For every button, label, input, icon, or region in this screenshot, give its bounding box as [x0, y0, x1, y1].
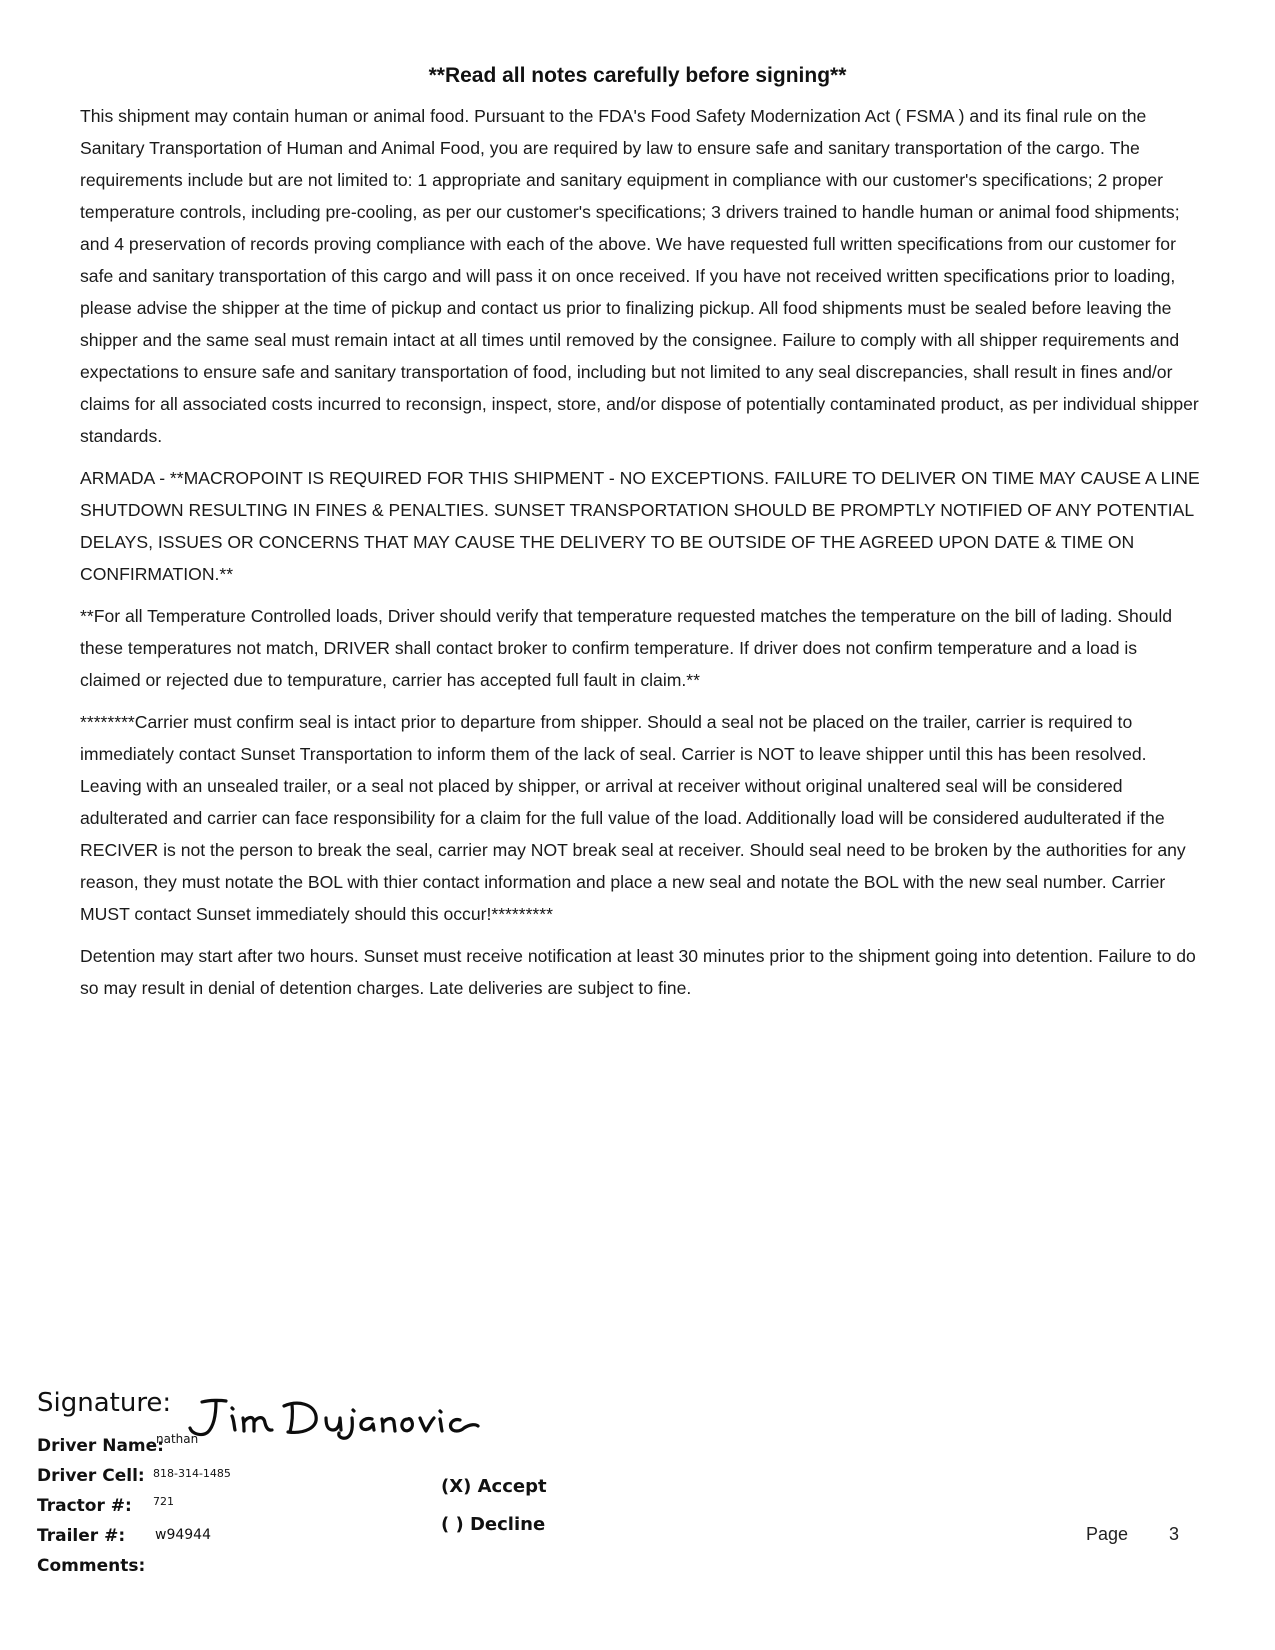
driver-name-value: nathan: [156, 1432, 199, 1446]
temperature-paragraph: **For all Temperature Controlled loads, Driver should verify that temperature requested matches the temperature on the bill of lading. Should these temperatures not match, DRIVER shall contact broker to confirm temperature. If driver does not confirm temperature and a load is claimed or rejected due to tempurature, carrier has accepted full fault in claim.**: [80, 606, 1173, 690]
accept-option: (X) Accept: [441, 1476, 547, 1497]
notes-title: **Read all notes carefully before signing**: [428, 64, 847, 87]
tractor-value: 721: [153, 1495, 174, 1508]
handwritten-signature: [180, 1388, 480, 1440]
driver-cell-value: 818-314-1485: [153, 1467, 231, 1480]
trailer-label: Trailer #:: [37, 1526, 126, 1546]
seal-paragraph: ********Carrier must confirm seal is intact prior to departure from shipper. Should a seal not be placed on the trailer, carrier is required to immediately contact Sunset Transportation to inform them of the lack of seal. Carrier is NOT to leave shipper until this has been resolved. Leaving with an unsealed trailer, or a seal not placed by shipper, or arrival at receiver without original unaltered seal will be considered adulterated and carrier can face responsibility for a claim for the full value of the load. Additionally load will be considered audulterated if the RECIVER is not the person to break the seal, carrier may NOT break seal at receiver. Should seal need to be broken by the authorities for any reason, they must notate the BOL with thier contact information and place a new seal and notate the BOL with the new seal number. Carrier MUST contact Sunset immediately should this occur!*********: [80, 712, 1186, 924]
notes-body: [80, 100, 1200, 1014]
macropoint-paragraph: ARMADA - **MACROPOINT IS REQUIRED FOR THIS SHIPMENT - NO EXCEPTIONS. FAILURE TO DELIVER ON TIME MAY CAUSE A LINE SHUTDOWN RESULTING IN FINES & PENALTIES. SUNSET TRANSPORTATION SHOULD BE PROMPTLY NOTIFIED OF ANY POTENTIAL DELAYS, ISSUES OR CONCERNS THAT MAY CAUSE THE DELIVERY TO BE OUTSIDE OF THE AGREED UPON DATE & TIME ON CONFIRMATION.**: [80, 468, 1200, 584]
trailer-value: w94944: [155, 1527, 211, 1543]
page-number: 3: [1169, 1524, 1180, 1544]
signature-label: Signature:: [37, 1388, 172, 1418]
driver-name-label: Driver Name:: [37, 1436, 164, 1456]
tractor-label: Tractor #:: [37, 1496, 132, 1516]
detention-paragraph: Detention may start after two hours. Sunset must receive notification at least 30 minutes prior to the shipment going into detention. Failure to do so may result in denial of detention charges. Late deliveries are subject to fine.: [80, 946, 1196, 998]
fsma-paragraph: This shipment may contain human or animal food. Pursuant to the FDA's Food Safety Modernization Act ( FSMA ) and its final rule on the Sanitary Transportation of Human and Animal Food, you are required by law to ensure safe and sanitary transportation of the cargo. The requirements include but are not limited to: 1 appropriate and sanitary equipment in compliance with our customer's specifications; 2 proper temperature controls, including pre-cooling, as per our customer's specifications; 3 drivers trained to handle human or animal food shipments; and 4 preservation of records proving compliance with each of the above. We have requested full written specifications from our customer for safe and sanitary transportation of this cargo and will pass it on once received. If you have not received written specifications prior to loading, please advise the shipper at the time of pickup and contact us prior to finalizing pickup. All food shipments must be sealed before leaving the shipper and the same seal must remain intact at all times until removed by the consignee. Failure to comply with all shipper requirements and expectations to ensure safe and sanitary transportation of food, including but not limited to any seal discrepancies, shall result in fines and/or claims for all associated costs incurred to reconsign, inspect, store, and/or dispose of potentially contaminated product, as per individual shipper standards.: [80, 106, 1199, 446]
driver-cell-label: Driver Cell:: [37, 1466, 145, 1486]
decline-option: ( ) Decline: [441, 1514, 546, 1535]
comments-label: Comments:: [37, 1556, 146, 1576]
page-label: Page: [1086, 1524, 1129, 1544]
